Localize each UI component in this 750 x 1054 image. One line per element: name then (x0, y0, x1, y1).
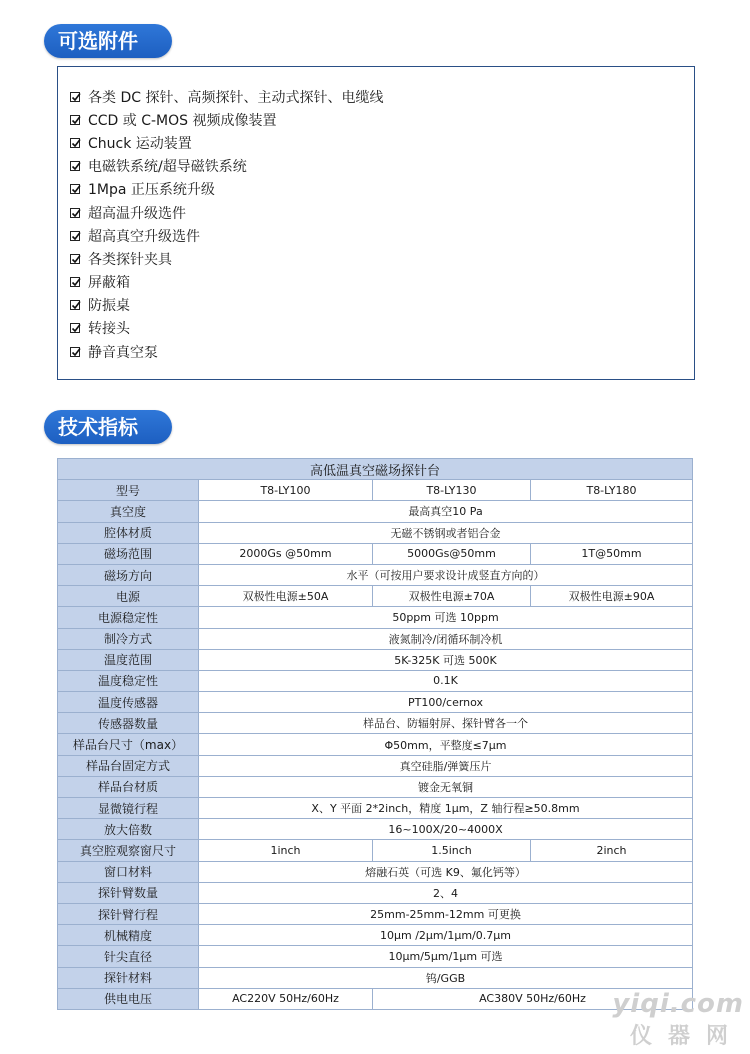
spec-value: AC380V 50Hz/60Hz (373, 988, 693, 1009)
checked-box-icon (70, 277, 80, 287)
spec-value: 50ppm 可选 10ppm (199, 607, 693, 628)
checked-box-icon (70, 254, 80, 264)
accessory-label: 各类 DC 探针、高频探针、主动式探针、电缆线 (88, 89, 384, 106)
accessories-box (57, 66, 695, 380)
accessory-label: 各类探针夹具 (88, 251, 172, 268)
checked-box-icon (70, 300, 80, 310)
spec-value: 2000Gs @50mm (199, 543, 373, 564)
spec-label: 磁场方向 (58, 564, 199, 585)
checked-box-icon (70, 231, 80, 241)
spec-label: 温度传感器 (58, 692, 199, 713)
accessory-item (70, 178, 383, 201)
spec-row (58, 649, 693, 670)
spec-value: 双极性电源±70A (373, 586, 531, 607)
spec-label: 探针臂数量 (58, 882, 199, 903)
spec-row (58, 819, 693, 840)
accessory-item (70, 271, 383, 294)
spec-row (58, 946, 693, 967)
spec-row (58, 670, 693, 691)
spec-value: 镀金无氧铜 (199, 776, 693, 797)
checked-box-icon (70, 92, 80, 102)
watermark-domain: yiqi.com (612, 989, 744, 1019)
spec-label: 腔体材质 (58, 522, 199, 543)
spec-row (58, 713, 693, 734)
spec-label: 探针材料 (58, 967, 199, 988)
spec-value: T8-LY100 (199, 480, 373, 501)
checked-box-icon (70, 347, 80, 357)
spec-value: 样品台、防辐射屏、探针臂各一个 (199, 713, 693, 734)
spec-value: 2、4 (199, 882, 693, 903)
spec-row (58, 628, 693, 649)
watermark-text: 仪器网 (629, 1024, 744, 1049)
spec-value: 1inch (199, 840, 373, 861)
spec-label: 样品台尺寸（max） (58, 734, 199, 755)
accessory-label: 静音真空泵 (88, 344, 158, 361)
spec-value: PT100/cernox (199, 692, 693, 713)
spec-label: 电源稳定性 (58, 607, 199, 628)
spec-value: 无磁不锈钢或者铝合金 (199, 522, 693, 543)
accessory-item (70, 108, 383, 131)
accessory-label: 超高温升级选件 (88, 205, 186, 222)
spec-label: 电源 (58, 586, 199, 607)
spec-value: Φ50mm，平整度≤7μm (199, 734, 693, 755)
specs-heading: 技术指标 (44, 410, 172, 444)
spec-value: 液氮制冷/闭循环制冷机 (199, 628, 693, 649)
spec-table (57, 458, 693, 1010)
spec-row (58, 967, 693, 988)
spec-row (58, 840, 693, 861)
spec-value: 真空硅脂/弹簧压片 (199, 755, 693, 776)
spec-row (58, 776, 693, 797)
spec-value: T8-LY130 (373, 480, 531, 501)
accessories-list (70, 85, 383, 363)
spec-value: T8-LY180 (531, 480, 693, 501)
spec-label: 温度范围 (58, 649, 199, 670)
accessory-item (70, 294, 383, 317)
accessory-item (70, 201, 383, 224)
spec-label: 样品台固定方式 (58, 755, 199, 776)
spec-value: 10μm /2μm/1μm/0.7μm (199, 925, 693, 946)
spec-label: 放大倍数 (58, 819, 199, 840)
accessory-label: 防振桌 (88, 298, 130, 315)
accessory-label: CCD 或 C-MOS 视频成像装置 (88, 112, 277, 129)
spec-row (58, 522, 693, 543)
spec-row (58, 798, 693, 819)
spec-label: 型号 (58, 480, 199, 501)
accessory-item (70, 340, 383, 363)
checked-box-icon (70, 323, 80, 333)
spec-value: 1.5inch (373, 840, 531, 861)
spec-value: 10μm/5μm/1μm 可选 (199, 946, 693, 967)
spec-label: 真空度 (58, 501, 199, 522)
spec-row (58, 988, 693, 1009)
spec-value: 双极性电源±50A (199, 586, 373, 607)
watermark (612, 989, 744, 1050)
spec-label: 针尖直径 (58, 946, 199, 967)
spec-row (58, 480, 693, 501)
spec-row (58, 882, 693, 903)
spec-label: 制冷方式 (58, 628, 199, 649)
spec-value: 0.1K (199, 670, 693, 691)
accessory-item (70, 85, 383, 108)
checked-box-icon (70, 138, 80, 148)
accessory-item (70, 317, 383, 340)
spec-value: 5000Gs@50mm (373, 543, 531, 564)
spec-row (58, 564, 693, 585)
spec-label: 磁场范围 (58, 543, 199, 564)
accessory-label: 1Mpa 正压系统升级 (88, 182, 215, 199)
checked-box-icon (70, 161, 80, 171)
accessory-label: Chuck 运动装置 (88, 135, 192, 152)
spec-row (58, 925, 693, 946)
spec-value: 双极性电源±90A (531, 586, 693, 607)
spec-table-title: 高低温真空磁场探针台 (58, 459, 693, 480)
spec-label: 样品台材质 (58, 776, 199, 797)
spec-value: 16~100X/20~4000X (199, 819, 693, 840)
spec-row (58, 607, 693, 628)
accessories-heading: 可选附件 (44, 24, 172, 58)
spec-value: 熔融石英（可选 K9、氟化钙等） (199, 861, 693, 882)
spec-value: 5K-325K 可选 500K (199, 649, 693, 670)
accessory-item (70, 131, 383, 154)
accessory-label: 超高真空升级选件 (88, 228, 200, 245)
accessory-label: 电磁铁系统/超导磁铁系统 (88, 159, 247, 176)
spec-value: 钨/GGB (199, 967, 693, 988)
spec-value: X、Y 平面 2*2inch，精度 1μm，Z 轴行程≥50.8mm (199, 798, 693, 819)
spec-row (58, 903, 693, 924)
spec-value: 最高真空10 Pa (199, 501, 693, 522)
spec-value: 2inch (531, 840, 693, 861)
spec-value: 1T@50mm (531, 543, 693, 564)
spec-label: 传感器数量 (58, 713, 199, 734)
spec-value: 25mm-25mm-12mm 可更换 (199, 903, 693, 924)
spec-label: 显微镜行程 (58, 798, 199, 819)
spec-label: 供电电压 (58, 988, 199, 1009)
spec-label: 真空腔观察窗尺寸 (58, 840, 199, 861)
spec-value: 水平（可按用户要求设计成竖直方向的） (199, 564, 693, 585)
accessory-item (70, 155, 383, 178)
spec-row (58, 734, 693, 755)
spec-label: 温度稳定性 (58, 670, 199, 691)
spec-value: AC220V 50Hz/60Hz (199, 988, 373, 1009)
spec-label: 探针臂行程 (58, 903, 199, 924)
checked-box-icon (70, 208, 80, 218)
spec-row (58, 586, 693, 607)
checked-box-icon (70, 184, 80, 194)
checked-box-icon (70, 115, 80, 125)
spec-row (58, 501, 693, 522)
accessory-label: 屏蔽箱 (88, 275, 130, 292)
spec-label: 窗口材料 (58, 861, 199, 882)
spec-row (58, 861, 693, 882)
accessory-item (70, 247, 383, 270)
spec-title-row (58, 459, 693, 480)
accessory-item (70, 224, 383, 247)
spec-row (58, 755, 693, 776)
spec-row (58, 543, 693, 564)
spec-label: 机械精度 (58, 925, 199, 946)
accessory-label: 转接头 (88, 321, 130, 338)
spec-row (58, 692, 693, 713)
